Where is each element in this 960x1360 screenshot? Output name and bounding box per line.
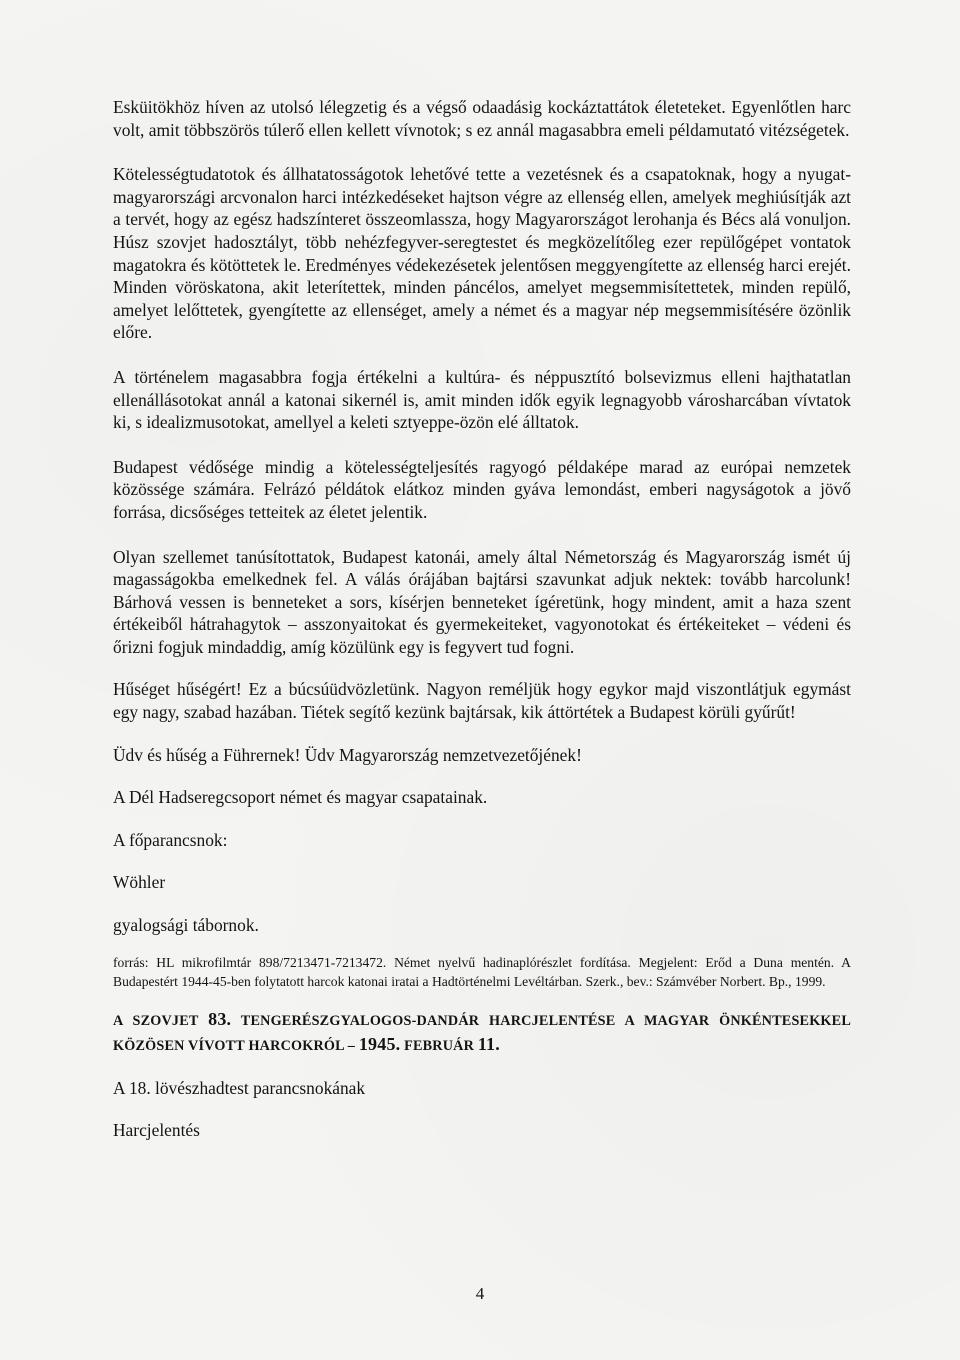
paragraph-1: Esküitökhöz híven az utolsó lélegzetig és a végső odaadásig kockáztattátok életeteket. Egyenlőtlen harc volt, amit többszörös túlerő ellen kellett vívnotok; s ez annál magasabbra emeli példamutató vitézségetek. (113, 97, 851, 140)
paragraph-6: Hűséget hűségért! Ez a búcsúüdvözletünk. Nagyon reméljük hogy egykor majd viszontlátjuk egymást egy nagy, szabad hazában. Tiétek segítő kezünk bajtársak, kik áttörtétek a Budapest körüli gyűrűt! (113, 679, 851, 723)
heading-part-1: A SZOVJET (113, 1012, 209, 1029)
paragraph-5: Olyan szellemet tanúsítottatok, Budapest katonái, amely által Németország és Magyarország ismét új magasságokba emelkednek fel. A válás órájában bajtársi szavunkat adjuk nektek: tovább harcolunk! Bárhová vessen is benneteket a sors, kísérjen benneteket ígéretünk, hogy mindent, amit a haza szent értékeiből hátrahagytok – asszonyaitokat és gyermekeiteket, vagyonotokat és értékeiteket – védeni és őrizni fogjuk mindaddig, amíg közülünk egy is fegyvert tud fogni. (113, 546, 851, 657)
signature-name: Wöhler (113, 872, 166, 893)
page-number: 4 (475, 1284, 485, 1303)
section-heading (113, 1008, 851, 1058)
heading-part-3: FEBRUÁR (400, 1037, 478, 1054)
heading-year: 1945. (358, 1033, 401, 1054)
addressee-line: A Dél Hadseregcsoport német és magyar csapatainak. (113, 787, 488, 808)
paragraph-2: Kötelességtudatotok és állhatatosságotok lehetővé tette a vezetésnek és a csapatoknak, hogy a nyugat-magyarországi arcvonalon harci intézkedéseket hajtson végre az ellenség ellen, amelyek meghiúsítják azt a tervét, hogy az egész hadszínteret összeomlassza, hogy Magyarországot lerohanja és Bécs alá vonuljon. Húsz szovjet hadosztályt, több nehézfegyver-seregtestet és megközelítőleg ezer repülőgépet vontatok magatokra és kötöttetek le. Eredményes védekezésetek jelentősen meggyengítette az ellenség harci erejét. Minden vöröskatona, akit leterítettek, minden páncélos, amelyet megsemmisítettetek, minden repülő, amelyet lelőttetek, gyengítette az ellenséget, amely a német és a magyar nép megsemmisítésére özönlik előre. (113, 164, 851, 343)
paragraph-3: A történelem magasabbra fogja értékelni a kultúra- és néppusztító bolsevizmus elleni hajthatatlan ellenállásotokat annál a katonai sikernél is, amit minden idők egyik legnagyobb városharcában vívtatok ki, s idealizmusotokat, amellyel a keleti sztyeppe-özön elé álltatok. (113, 366, 851, 433)
report-title: Harcjelentés (113, 1120, 200, 1141)
heading-day: 11. (477, 1033, 500, 1054)
paragraph-4: Budapest védősége mindig a kötelességteljesítés ragyogó példaképe marad az európai nemzetek közössége számára. Felrázó példátok elátkoz minden gyáva lemondást, emberi nagyságotok a jövő forrása, dicsőséges tetteitek az életet jelentik. (113, 456, 851, 522)
document-body (113, 96, 851, 1142)
source-note: forrás: HL mikrofilmtár 898/7213471-7213472. Német nyelvű hadinaplórészlet fordítása. Megjelent: Erőd a Duna mentén. A Budapestért 1944-45-ben folytatott harcok katonai iratai a Hadtörténelmi Levéltárban. Szerk., bev.: Számvéber Norbert. Bp., 1999. (113, 954, 851, 989)
signature-rank: gyalogsági tábornok. (113, 915, 259, 936)
commander-label: A főparancsnok: (113, 829, 228, 850)
heading-part-2: TENGERÉSZGYALOGOS-DANDÁR HARCJELENTÉSE A MAGYAR ÖNKÉNTESEKKEL KÖZÖSEN VÍVOTT HARCOKRÓL – (113, 1012, 851, 1054)
report-addressee: A 18. lövészhadtest parancsnokának (113, 1077, 366, 1098)
heading-number: 83. (208, 1008, 232, 1029)
salutation-line: Üdv és hűség a Führernek! Üdv Magyarország nemzetvezetőjének! (113, 744, 582, 765)
